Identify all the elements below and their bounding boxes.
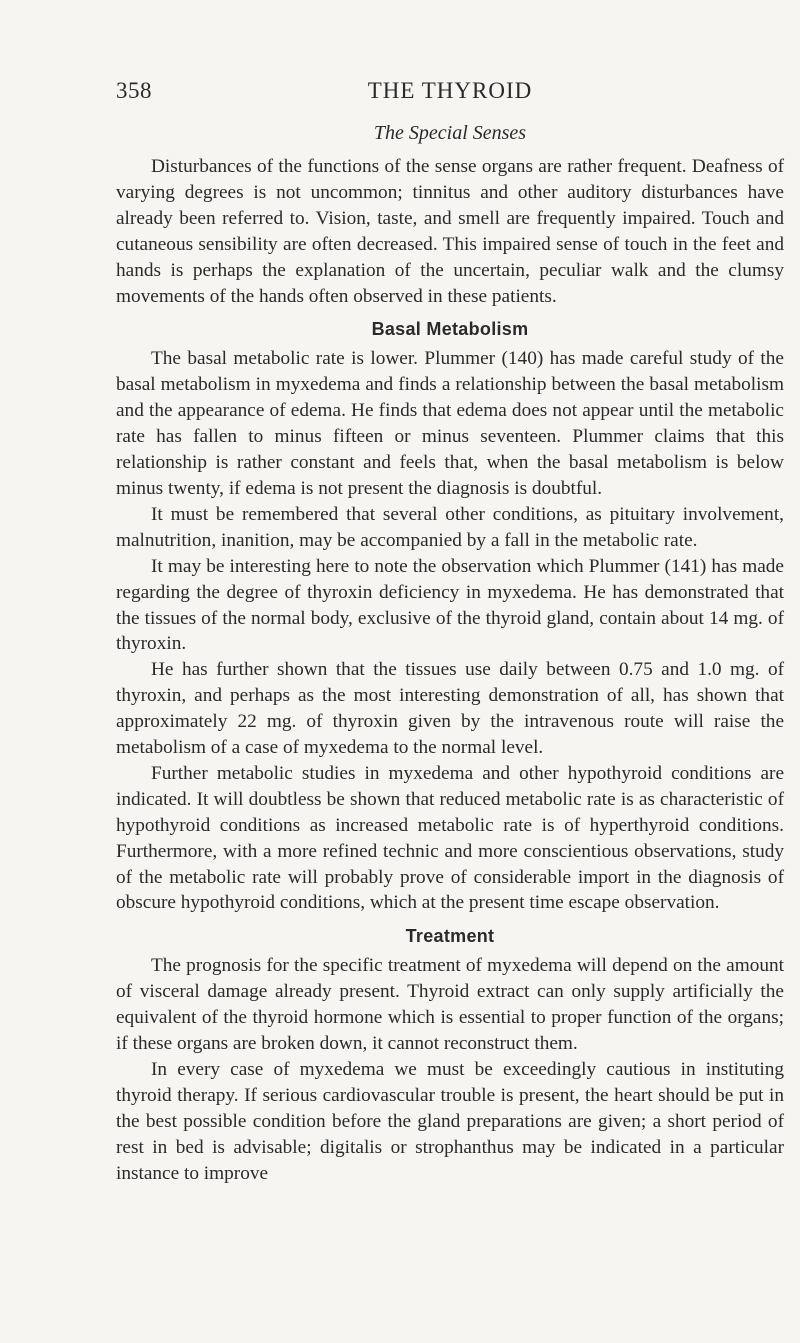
paragraph: In every case of myxedema we must be exceedingly cautious in instituting thyroid therapy. If serious cardiovascular trouble is present, the heart should be put in the best possible condition before the gland preparations are given; a short period of rest in bed is advisable; digitalis or strophanthus may be indicated in a particular instance to improve bbox=[116, 1059, 784, 1184]
paragraph: Disturbances of the functions of the sense organs are rather frequent. Deafness of varying degrees is not uncommon; tinnitus and other auditory disturbances have already been referred to. Vision, taste, and smell are frequently impaired. Touch and cutaneous sensibility are often decreased. This impaired sense of touch in the feet and hands is perhaps the explanation of the uncertain, peculiar walk and the clumsy movements of the hands often observed in these patients. bbox=[116, 156, 784, 307]
book-page bbox=[116, 78, 784, 1187]
paragraph: He has further shown that the tissues use daily between 0.75 and 1.0 mg. of thyroxin, and perhaps as the most interesting demonstration of all, has shown that approximately 22 mg. of thyroxin given by the intravenous route will raise the metabolism of a case of myxedema to the normal level. bbox=[116, 659, 784, 759]
section-title-treatment: Treatment bbox=[405, 926, 495, 947]
page-number: 358 bbox=[116, 78, 152, 103]
running-title: THE THYROID bbox=[367, 78, 533, 103]
paragraph: It must be remembered that several other conditions, as pituitary involvement, malnutrition, inanition, may be accompanied by a fall in the metabolic rate. bbox=[116, 503, 784, 551]
section-title-special-senses: The Special Senses bbox=[373, 122, 527, 144]
running-head bbox=[116, 78, 784, 110]
section-title-basal-metabolism: Basal Metabolism bbox=[371, 319, 529, 340]
paragraph: The prognosis for the specific treatment of myxedema will depend on the amount of visceral damage already present. Thyroid extract can only supply artificially the equivalent of the thyroid hormone which is essential to proper function of the organs; if these organs are broken down, it cannot reconstruct them. bbox=[116, 955, 784, 1055]
paragraph: It may be interesting here to note the observation which Plummer (141) has made regarding the degree of thyroxin deficiency in myxedema. He has demonstrated that the tissues of the normal body, exclusive of the thyroid gland, contain about 14 mg. of thyroxin. bbox=[116, 555, 784, 655]
paragraph: Further metabolic studies in myxedema and other hypothyroid conditions are indicated. It will doubtless be shown that reduced metabolic rate is as characteristic of hypothyroid conditions as increased metabolic rate is of hyperthyroid conditions. Furthermore, with a more refined technic and more conscientious observations, study of the metabolic rate will probably prove of considerable import in the diagnosis of obscure hypothyroid conditions, which at the present time escape observation. bbox=[116, 762, 784, 914]
paragraph: The basal metabolic rate is lower. Plummer (140) has made careful study of the basal metabolism in myxedema and finds a relationship between the basal metabolism and the appearance of edema. He finds that edema does not appear until the metabolic rate has fallen to minus fifteen or minus seventeen. Plummer claims that this relationship is rather constant and feels that, when the basal metabolism is below minus twenty, if edema is not present the diagnosis is doubtful. bbox=[116, 348, 784, 499]
